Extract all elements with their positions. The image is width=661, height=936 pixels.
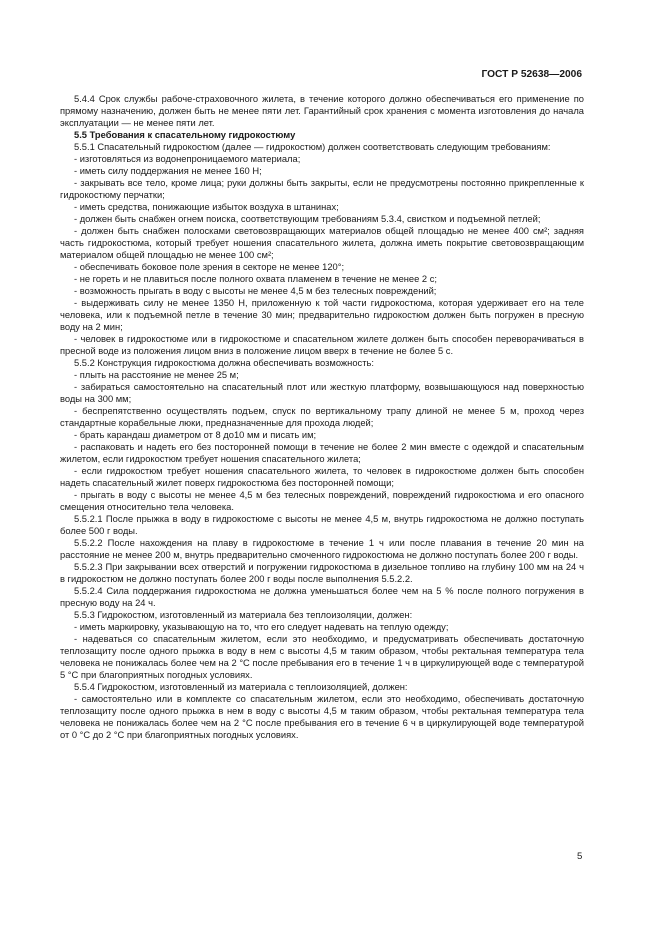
paragraph: 5.5.2.4 Сила поддержания гидрокостюма не должна уменьшаться более чем на 5 % после полного погружения в пресную воду на 24 ч.	[60, 586, 584, 608]
list-item: - обеспечивать боковое поле зрения в секторе не менее 120°;	[74, 262, 345, 272]
list-item: - беспрепятственно осуществлять подъем, спуск по вертикальному трапу длиной не менее 5 м, проход через стандартные корабельные люки, предназначенные для прохода людей;	[60, 406, 584, 428]
paragraph: 5.4.4 Срок службы рабоче-страховочного жилета, в течение которого должно обеспечиваться его применение по прямому назначению, должен быть не менее пяти лет. Гарантийный срок хранения с момента изготовления до начала эксплуатации — не менее пяти лет.	[60, 94, 584, 128]
list-item: - забираться самостоятельно на спасательный плот или жесткую платформу, возвышающуюся над поверхностью воды на 300 мм;	[60, 382, 584, 404]
paragraph: 5.5.2.1 После прыжка в воду в гидрокостюме с высоты не менее 4,5 м, внутрь гидрокостюма не должно поступать более 500 г воды.	[60, 514, 584, 536]
list-item: - если гидрокостюм требует ношения спасательного жилета, то человек в гидрокостюме должен быть способен надеть спасательный жилет поверх гидрокостюма без посторонней помощи;	[60, 466, 584, 488]
list-item: - возможность прыгать в воду с высоты не менее 4,5 м без телесных повреждений;	[74, 286, 437, 296]
list-item: - распаковать и надеть его без посторонней помощи в течение не более 2 мин вместе с одеждой и спасательным жилетом, если гидрокостюм требует ношения спасательного жилета;	[60, 442, 584, 464]
list-item: - не гореть и не плавиться после полного охвата пламенем в течение не менее 2 с;	[74, 274, 437, 284]
paragraph: 5.5.2.2 После нахождения на плаву в гидрокостюме в течение 1 ч или после плавания в течение 20 мин на расстояние не менее 200 м, внутрь предварительно смоченного гидрокостюма не должно поступать более 200 г воды.	[60, 538, 584, 560]
list-item: - иметь средства, понижающие избыток воздуха в штанинах;	[74, 202, 339, 212]
paragraph: 5.5.3 Гидрокостюм, изготовленный из материала без теплоизоляции, должен:	[74, 610, 413, 620]
list-item: - брать карандаш диаметром от 8 до10 мм и писать им;	[74, 430, 317, 440]
list-item: - закрывать все тело, кроме лица; руки должны быть закрыты, если не предусмотрены постоянно прикрепленные к гидрокостюму перчатки;	[60, 178, 584, 200]
page-number: 5	[577, 851, 583, 862]
paragraph: 5.5.2 Конструкция гидрокостюма должна обеспечивать возможность:	[74, 358, 374, 368]
document-header: ГОСТ Р 52638—2006	[481, 69, 582, 80]
list-item: - надеваться со спасательным жилетом, если это необходимо, и предусматривать обеспечивать достаточную теплозащиту после одного прыжка в воду в нем с высоты 4,5 м таким образом, чтобы ректальная температура тела человека не понижалась более чем на 2 °С после пребывания его в течение 1 ч в циркулирующей воде с температурой 5 °С при благоприятных погодных условиях.	[60, 634, 584, 680]
section-heading: 5.5 Требования к спасательному гидрокостюму	[74, 130, 296, 140]
paragraph: 5.5.2.3 При закрывании всех отверстий и погружении гидрокостюма в дизельное топливо на глубину 100 мм на 24 ч в гидрокостюм не должно поступать более 200 г воды после выполнения 5.5.2.2.	[60, 562, 584, 584]
list-item: - человек в гидрокостюме или в гидрокостюме и спасательном жилете должен быть способен переворачиваться в пресной воде из положения лицом вниз в положение лицом вверх в течение не более 5 с.	[60, 334, 584, 356]
list-item: - плыть на расстояние не менее 25 м;	[74, 370, 239, 380]
list-item: - самостоятельно или в комплекте со спасательным жилетом, если это необходимо, обеспечивать достаточную теплозащиту после одного прыжка в нем в воду с высоты 4,5 м таким образом, чтобы ректальная температура тела человека не понижалась более чем на 2 °С после пребывания его в течение 6 ч в циркулирующей воде температурой от 0 °С до 2 °С при благоприятных погодных условиях.	[60, 694, 584, 740]
list-item: - изготовляться из водонепроницаемого материала;	[74, 154, 301, 164]
list-item: - прыгать в воду с высоты не менее 4,5 м без телесных повреждений, повреждений гидрокостюма и его опасного смещения относительно тела человека.	[60, 490, 584, 512]
paragraph: 5.5.4 Гидрокостюм, изготовленный из материала с теплоизоляцией, должен:	[74, 682, 408, 692]
document-body	[60, 93, 584, 741]
list-item: - иметь маркировку, указывающую на то, что его следует надевать на теплую одежду;	[74, 622, 449, 632]
list-item: - должен быть снабжен полосками световозвращающих материалов общей площадью не менее 400 см²; задняя часть гидрокостюма, который требует ношения спасательного жилета, должна иметь покрытие световозвращающим материалом общей площадью не менее 100 см²;	[60, 226, 584, 260]
list-item: - должен быть снабжен огнем поиска, соответствующим требованиям 5.3.4, свистком и подъемной петлей;	[74, 214, 541, 224]
paragraph: 5.5.1 Спасательный гидрокостюм (далее — гидрокостюм) должен соответствовать следующим требованиям:	[74, 142, 551, 152]
list-item: - выдерживать силу не менее 1350 Н, приложенную к той части гидрокостюма, которая удерживает его на теле человека, или к подъемной петле в течение 30 мин; предварительно гидрокостюм должен быть погружен в пресную воду на 2 мин;	[60, 298, 584, 332]
list-item: - иметь силу поддержания не менее 160 Н;	[74, 166, 262, 176]
